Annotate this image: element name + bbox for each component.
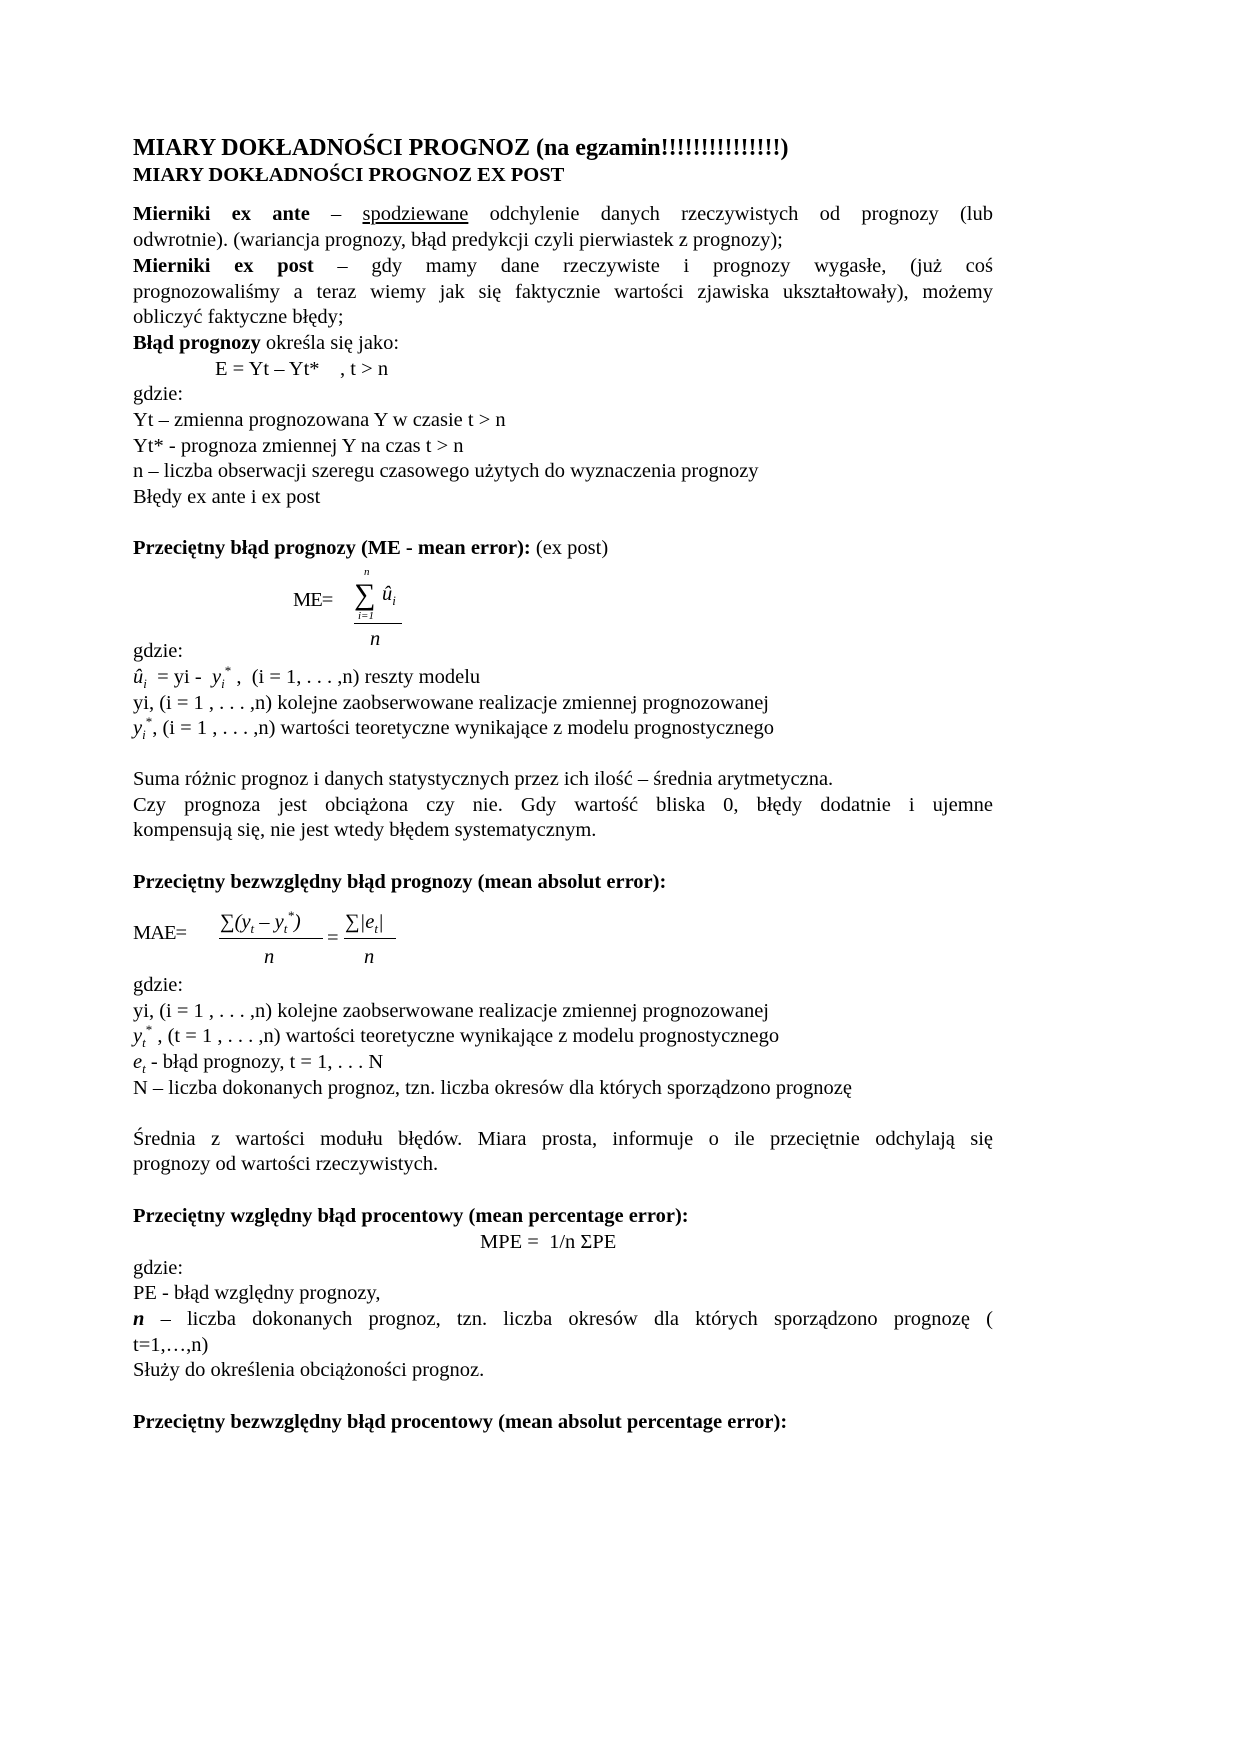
mae-numerator-1 bbox=[220, 908, 301, 937]
sum-symbol: ∑ bbox=[354, 578, 376, 611]
definition: n – liczba obserwacji szeregu czasowego użytych do wyznaczenia prognozy bbox=[133, 460, 759, 482]
definition bbox=[133, 1050, 384, 1077]
definition: yi, (i = 1 , . . . ,n) kolejne zaobserwowane realizacje zmiennej prognozowanej bbox=[133, 692, 769, 714]
ex-post-label: Mierniki ex post bbox=[133, 255, 314, 277]
me-paragraph: Czy prognoza jest obciążona czy nie. Gdy wartość bliska 0, błędy dodatnie i ujemne bbox=[133, 794, 993, 816]
y: y bbox=[211, 666, 222, 688]
mae-paragraph: Średnia z wartości modułu błędów. Miara prosta, informuje o ile przeciętnie odchylają się bbox=[133, 1128, 993, 1150]
mpe-formula: MPE = 1/n ΣPE bbox=[480, 1231, 617, 1253]
subscript: i bbox=[221, 676, 225, 692]
me-denominator: n bbox=[370, 628, 381, 650]
mae-denominator: n bbox=[364, 946, 375, 968]
definition: PE - błąd względny prognozy, bbox=[133, 1282, 381, 1304]
ex-post-paragraph bbox=[133, 254, 993, 278]
definition: N – liczba dokonanych prognoz, tzn. liczba okresów dla których sporządzono prognozę bbox=[133, 1077, 852, 1099]
subscript: i bbox=[392, 593, 396, 609]
text: - błąd prognozy, t = 1, . . . N bbox=[145, 1051, 384, 1073]
y: y bbox=[133, 1025, 143, 1047]
mape-heading: Przeciętny bezwzględny błąd procentowy (mean absolut percentage error): bbox=[133, 1411, 788, 1433]
dash: – bbox=[309, 203, 363, 225]
subscript: t bbox=[142, 1035, 146, 1051]
me-lhs: ME= bbox=[293, 589, 333, 611]
text: , (i = 1 , . . . ,n) wartości teoretyczne wynikające z modelu prognostycznego bbox=[152, 717, 775, 739]
text: , (t = 1 , . . . ,n) wartości teoretyczne wynikające z modelu prognostycznego bbox=[152, 1025, 780, 1047]
mae-denominator: n bbox=[264, 946, 275, 968]
definition: yi, (i = 1 , . . . ,n) kolejne zaobserwowane realizacje zmiennej prognozowanej bbox=[133, 1000, 769, 1022]
u-hat: û bbox=[382, 583, 393, 605]
error-formula: E = Yt – Yt* , t > n bbox=[215, 358, 389, 380]
where-label: gdzie: bbox=[133, 974, 184, 996]
mpe-heading: Przeciętny względny błąd procentowy (mean percentage error): bbox=[133, 1205, 689, 1227]
ex-ante-text: odchylenie danych rzeczywistych od prognozy (lub bbox=[468, 203, 993, 225]
page-subtitle: MIARY DOKŁADNOŚCI PROGNOZ EX POST bbox=[133, 164, 565, 186]
definition bbox=[133, 1022, 780, 1051]
error-label: Błąd prognozy bbox=[133, 332, 261, 354]
numerator-text: $\sum(y_t - y_t^*)$ bbox=[220, 908, 301, 937]
n-symbol: n bbox=[133, 1308, 145, 1330]
u-hat: û bbox=[133, 666, 144, 688]
ex-ante-paragraph bbox=[133, 202, 993, 226]
ex-post-line2: prognozowaliśmy a teraz wiemy jak się faktycznie wartości zjawiska ukształtowały), możemy bbox=[133, 281, 993, 303]
equals-sign: = bbox=[327, 927, 339, 949]
me-heading bbox=[133, 536, 608, 560]
superscript: * bbox=[145, 714, 153, 730]
text: , (i = 1, . . . ,n) reszty modelu bbox=[231, 666, 481, 688]
mpe-note: Służy do określenia obciążoności prognoz. bbox=[133, 1359, 485, 1381]
fraction-line bbox=[354, 623, 402, 624]
numerator-text: $\sum|e_t|$ bbox=[345, 911, 384, 937]
definition: Yt* - prognoza zmiennej Y na czas t > n bbox=[133, 435, 464, 457]
underlined-word: spodziewane bbox=[362, 203, 469, 225]
where-label: gdzie: bbox=[133, 1257, 184, 1279]
definition bbox=[133, 1307, 993, 1331]
mae-paragraph: prognozy od wartości rzeczywistych. bbox=[133, 1153, 439, 1175]
sum-lower: i=1 bbox=[358, 610, 374, 622]
residual-definition bbox=[133, 663, 481, 692]
page-title: MIARY DOKŁADNOŚCI PROGNOZ (na egzamin!!!!!!!!!!!!!!!) bbox=[133, 135, 789, 161]
me-heading-rest: (ex post) bbox=[530, 537, 609, 559]
error-text: określa się jako: bbox=[260, 332, 400, 354]
where-label: gdzie: bbox=[133, 383, 184, 405]
text: = yi - bbox=[146, 666, 212, 688]
superscript: * bbox=[224, 663, 232, 679]
superscript: * bbox=[145, 1022, 153, 1038]
definition: t=1,…,n) bbox=[133, 1334, 209, 1356]
mae-numerator-2 bbox=[345, 910, 384, 937]
fraction-line bbox=[344, 938, 396, 939]
text: – liczba dokonanych prognoz, tzn. liczba okresów dla których sporządzono prognozę ( bbox=[144, 1308, 993, 1330]
error-definition bbox=[133, 331, 399, 355]
ex-ante-line2: odwrotnie). (wariancja prognozy, błąd predykcji czyli pierwiastek z prognozy); bbox=[133, 229, 783, 251]
subscript: i bbox=[142, 727, 146, 743]
ex-ante-label: Mierniki ex ante bbox=[133, 203, 310, 225]
me-heading-bold: Przeciętny błąd prognozy (ME - mean error): bbox=[133, 537, 531, 559]
fraction-line bbox=[219, 938, 323, 939]
ex-post-text: – gdy mamy dane rzeczywiste i prognozy wygasłe, (już coś bbox=[313, 255, 993, 277]
sum-term bbox=[382, 582, 396, 609]
definition: Yt – zmienna prognozowana Y w czasie t > n bbox=[133, 409, 506, 431]
mae-heading: Przeciętny bezwzględny błąd prognozy (mean absolut error): bbox=[133, 871, 667, 893]
ex-post-line3: obliczyć faktyczne błędy; bbox=[133, 306, 344, 328]
sum-upper: n bbox=[364, 566, 370, 578]
e: e bbox=[133, 1051, 143, 1073]
me-paragraph: kompensują się, nie jest wtedy błędem systematycznym. bbox=[133, 819, 597, 841]
y: y bbox=[133, 717, 143, 739]
subscript: i bbox=[143, 676, 147, 692]
subscript: t bbox=[142, 1061, 146, 1077]
mae-lhs: MAE= bbox=[133, 922, 187, 944]
where-label: gdzie: bbox=[133, 640, 184, 662]
me-paragraph: Suma różnic prognoz i danych statystycznych przez ich ilość – średnia arytmetyczna. bbox=[133, 768, 834, 790]
definition bbox=[133, 714, 775, 743]
definition: Błędy ex ante i ex post bbox=[133, 486, 321, 508]
